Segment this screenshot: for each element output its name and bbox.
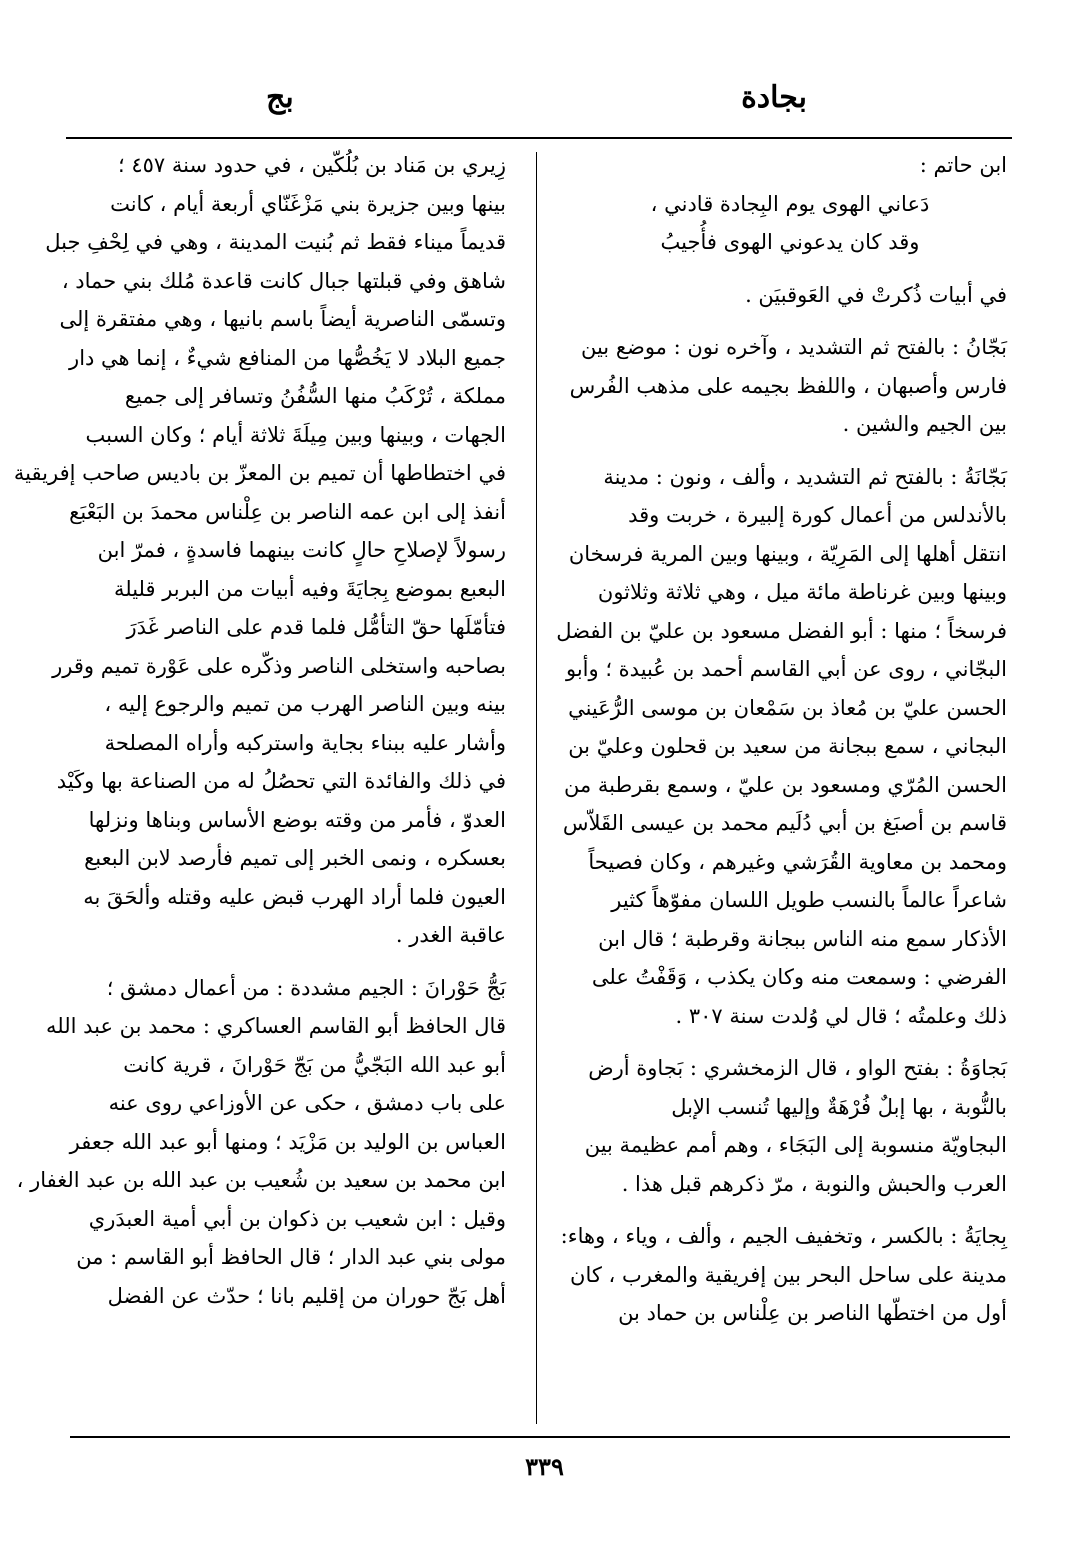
page-number: ٣٣٩ — [525, 1452, 564, 1481]
text-line: على باب دمشق ، حكى عن الأوزاعي روى عنه — [108, 1091, 506, 1115]
text-line: مدينة على ساحل البحر بين إفريقية والمغرب ، كان — [570, 1262, 1007, 1287]
text-line: بعسكره ، ونمى الخبر إلى تميم فأرصد لابن البعبع — [84, 846, 506, 870]
text-line: الجهات ، وبينها وبين مِيلَةَ ثلاثة أيام ؛ وكان السبب — [85, 422, 506, 447]
text-line: بصاحبه واستخلى الناصر وذكّره على عَوْرة تميم وقرر — [52, 653, 506, 678]
text-line: وتسمّى الناصرية أيضاً باسم بانيها ، وهي مفتقرة إلى — [59, 307, 506, 331]
text-line: الحسن المُرّي ومسعود بن عليّ ، وسمع بقرطبة من — [563, 772, 1007, 797]
running-head-left: بج — [266, 80, 294, 115]
text-line: بَجّانُ : بالفتح ثم التشديد ، وآخره نون : موضع بين — [580, 335, 1007, 359]
text-line: أول من اختطّها الناصر بن عِلْناس بن حماد بن — [618, 1301, 1007, 1325]
text-line: بِجايَةُ : بالكسر ، وتخفيف الجيم ، وألف ، وياء ، وهاء: — [560, 1224, 1007, 1248]
right-column — [556, 146, 1007, 1426]
text-line: قاسم بن أصبَغ بن أبي دُلَيم محمد بن عيسى القَلاّس — [562, 811, 1007, 835]
text-line: البعبع بموضع بِجايَةَ وفيه أبيات من البربر قليلة — [113, 576, 506, 601]
text-line: جميع البلاد لا يَخُصُّها من المنافع شيءٌ ، إنما هي دار — [69, 345, 506, 370]
entry-gap — [573, 1035, 1007, 1049]
text-line: فتأمّلَها حقّ التأمُّل فلما قدم على الناصر غَدَرَ — [126, 615, 506, 639]
entry-gap — [573, 444, 1007, 458]
verse-line: دَعاني الهوى يوم البِجادة قادني ، — [650, 191, 930, 216]
text-line: في أبيات ذُكرتْ في العَوقبيَن . — [745, 282, 1007, 307]
text-line: البجاني ، سمع ببجانة من سعيد بن قحلون وعليّ بن — [568, 734, 1007, 758]
entry-gap — [573, 1203, 1007, 1217]
verse-line: وقد كان يدعوني الهوى فأُجيبُ — [660, 230, 920, 254]
text-line: أبو عبد الله البَجّيُّ من بَجّ حَوْرانَ ، قرية كانت — [123, 1052, 506, 1077]
text-line: بينها وبين جزيرة بني مَزْغَنّاي أربعة أيام ، كانت — [110, 191, 506, 216]
text-line: ابن محمد بن سعيد بن شُعيب بن عبد الله بن عبد الغفار ، — [16, 1168, 506, 1192]
text-line: أهل بَجّ حوران من إقليم بانا ؛ حدّث عن الفضل — [107, 1283, 506, 1308]
text-line: وأشار عليه ببناء بجاية واستركبه وأراه المصلحة — [104, 730, 506, 755]
running-head-right: بجادة — [741, 80, 807, 115]
text-line: ذلك وعلمتُه ؛ قال لي وُلدت سنة ٣٠٧ . — [675, 1003, 1007, 1028]
text-line: شاهق وفي قبلتها جبال كانت قاعدة مُلك بني حماد ، — [61, 268, 506, 293]
text-line: البجّاني ، روى عن أبي القاسم أحمد بن عُبيدة ؛ وأبو — [565, 657, 1007, 681]
text-line: بَجّانَةُ : بالفتح ثم التشديد ، وألف ، ونون : مدينة — [603, 464, 1007, 489]
text-line: قال الحافظ أبو القاسم العساكري : محمد بن عبد الله — [45, 1014, 506, 1038]
text-line: العدوّ ، فأمر من وقته بوضع الأساس وبناها ونزلها — [88, 807, 506, 832]
text-line: العيون فلما أراد الهرب قبض عليه وقتله وألحَقَ به — [83, 884, 506, 909]
text-line: في اختطاطها أن تميم بن المعزّ بن باديس صاحب إفريقية — [13, 461, 506, 485]
text-line: بَجاوَةُ : بفتح الواو ، قال الزمخشري : بَجاوة أرض — [588, 1056, 1007, 1080]
entry-gap — [573, 314, 1007, 328]
text-line: انتقل أهلها إلى المَرِيّة ، وبينها وبين المرية فرسخان — [568, 541, 1007, 566]
text-line: الفرضي : وسمعت منه وكان يكذب ، وَقَفْتُ على — [591, 965, 1007, 989]
text-line: بينه وبين الناصر الهرب من تميم والرجوع إليه ، — [104, 692, 506, 716]
header-rule — [66, 137, 1012, 139]
text-line: عاقبة الغدر . — [395, 923, 506, 947]
text-line: الأذكار سمع منه الناس ببجانة وقرطبة ؛ قال ابن — [598, 926, 1007, 951]
left-column — [13, 146, 506, 1426]
entry-gap — [573, 262, 1007, 276]
text-line: العباس بن الوليد بن مَزْيَد ؛ ومنها أبو عبد الله جعفر — [69, 1129, 506, 1154]
text-line: بين الجيم والشين . — [842, 412, 1007, 436]
text-line: بَجُّ حَوْرانَ : الجيم مشددة : من أعمال دمشق ؛ — [106, 975, 506, 1000]
text-line: ابن حاتم : — [919, 153, 1007, 177]
column-divider — [536, 152, 537, 1424]
text-line: العرب والحبش والنوبة ، مرّ ذكرهم قبل هذا . — [621, 1171, 1007, 1196]
footer-rule — [70, 1436, 1010, 1438]
text-line: شاعراً عالماً بالنسب طويل اللسان مفوّهاً كثير — [611, 888, 1007, 912]
text-line: بالنُّوبة ، بها إبلٌ فُرْهَةٌ وإليها تُنسب الإبل — [671, 1094, 1007, 1119]
text-line: مملكة ، تُرْكَبُ منها السُّفُنُ وتسافر إلى جميع — [124, 384, 506, 408]
text-line: الحسن عليّ بن مُعاذ بن سَمْعان بن موسى الرُّعَيني — [568, 695, 1007, 720]
text-line: بالأندلس من أعمال كورة إلبيرة ، خربت وقد — [628, 503, 1007, 527]
text-line: وبينها وبين غرناطة مائة ميل ، وهي ثلاثة وثلاثون — [597, 580, 1007, 604]
text-line: رسولاً لإصلاحِ حالٍ كانت بينهما فاسدةٍ ، فمرّ ابن — [97, 538, 506, 562]
text-line: البجاويّة منسوبة إلى البَجَاء ، وهم أمم عظيمة بين — [584, 1133, 1007, 1157]
text-line: فرسخاً ؛ منها : أبو الفضل مسعود بن عليّ بن الفضل — [556, 618, 1007, 643]
entry-gap — [70, 955, 506, 969]
text-line: وقيل : ابن شعيب بن ذكوان بن أبي أمية العبدَري — [88, 1206, 506, 1231]
text-line: مولى بني عبد الدار ؛ قال الحافظ أبو القاسم : من — [76, 1245, 506, 1269]
text-line: زِيري بن مَناد بن بُلُكّين ، في حدود سنة ٤٥٧ ؛ — [117, 153, 506, 177]
text-line: فارس وأصبهان ، واللفظ بجيمه على مذهب الفُرس — [569, 373, 1007, 398]
text-line: في ذلك والفائدة التي تحصُلُ له من الصناعة بها وكَيْد — [56, 769, 506, 793]
text-line: ومحمد بن معاوية القُرَشي وغيرهم ، وكان فصيحاً — [588, 849, 1007, 874]
text-line: قديماً ميناء فقط ثم بُنيت المدينة ، وهي في لِحْفِ جبل — [45, 230, 506, 254]
text-line: أنفذ إلى ابن عمه الناصر بن عِلْناس محمدَ بن البَعْبَع — [69, 499, 506, 524]
